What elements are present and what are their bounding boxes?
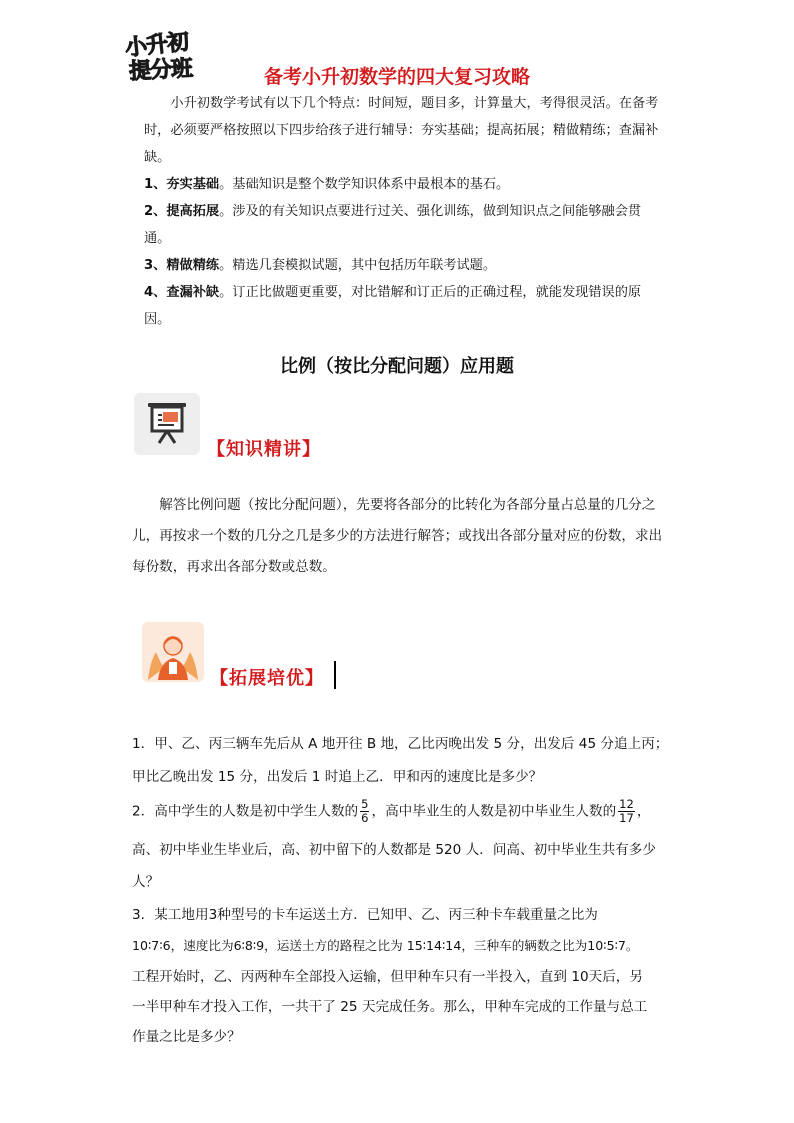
item-prefix: 4、: [144, 285, 167, 300]
fraction-numerator: 5: [361, 797, 369, 811]
problem-2-line-2: 高、初中毕业生毕业后，高、初中留下的人数都是 520 人．问高、初中毕业生共有多少: [132, 842, 656, 858]
intro-item-4: [144, 279, 664, 333]
item-head: 精做精练: [166, 258, 220, 273]
problem-2-line-1: [132, 798, 650, 825]
intro-paragraph-text: 小升初数学考试有以下几个特点：时间短，题目多，计算量大，考得很灵活。在备考时，必须要严格按照以下四步给孩子进行辅导：夯实基础；提高拓展；精做精练；查漏补缺。: [144, 96, 659, 165]
problem-2-text-a: 2．高中学生的人数是初中学生人数的: [132, 803, 359, 820]
item-prefix: 1、: [144, 177, 167, 192]
intro-section: [144, 90, 664, 333]
fraction-12-17: [618, 798, 635, 825]
knowledge-section: [132, 490, 672, 583]
problem-3-line-3: 工程开始时，乙、丙两种车全部投入运输，但甲种车只有一半投入，直到 10天后，另: [132, 969, 643, 985]
problem-2-line-3: 人？: [132, 874, 160, 890]
logo-line2: 提分班: [128, 56, 193, 85]
item-prefix: 3、: [144, 258, 167, 273]
fraction-numerator: 12: [619, 797, 634, 811]
page-title: 备考小升初数学的四大复习攻略: [263, 66, 530, 88]
intro-item-1: [144, 171, 664, 198]
item-text: 。订正比做题更重要，对比错解和订正后的正确过程，就能发现错误的原因。: [144, 285, 642, 327]
item-head: 查漏补缺: [166, 285, 220, 300]
problem-1-line-1: 1．甲、乙、丙三辆车先后从 A 地开往 B 地，乙比丙晚出发 5 分，出发后 45 分追上丙；: [132, 736, 669, 752]
knowledge-badge: 【知识精讲】: [207, 439, 321, 460]
item-text: 。精选几套模拟试题，其中包括历年联考试题。: [219, 258, 497, 273]
intro-paragraph: [144, 90, 664, 171]
item-text: 。基础知识是整个数学知识体系中最根本的基石。: [219, 177, 510, 192]
teacher-figure-icon: [142, 622, 204, 682]
section-title: 比例（按比分配问题）应用题: [280, 356, 514, 377]
item-text: 。涉及的有关知识点要进行过关、强化训练，做到知识点之间能够融会贯通。: [144, 204, 642, 246]
fraction-denominator: 6: [361, 811, 369, 825]
problem-3-line-2: 10∶7∶6，速度比为6∶8∶9，运送土方的路程之比为 15∶14∶14，三种车的辆数之比为10∶5∶7。: [132, 938, 639, 953]
knowledge-text: 解答比例问题（按比分配问题），先要将各部分的比转化为各部分量占总量的几分之儿，再按求一个数的几分之几是多少的方法进行解答；或找出各部分量对应的份数，求出每份数，再求出各部分数或总数。: [132, 497, 663, 575]
expand-badge: 【拓展培优】: [210, 668, 324, 689]
intro-item-3: [144, 252, 664, 279]
item-prefix: 2、: [144, 204, 167, 219]
problem-3-line-5: 作量之比是多少？: [132, 1029, 241, 1045]
problem-2-text-b: ，高中毕业生的人数是初中毕业生人数的: [371, 803, 617, 820]
problem-3-line-4: 一半甲种车才投入工作，一共干了 25 天完成任务。那么，甲种车完成的工作量与总工: [132, 999, 648, 1015]
item-head: 提高拓展: [166, 204, 220, 219]
text-cursor: [334, 661, 336, 689]
item-head: 夯实基础: [166, 177, 220, 192]
fraction-denominator: 17: [619, 811, 634, 825]
fraction-5-6: [360, 798, 369, 825]
problem-3-line-1: 3．某工地用3种型号的卡车运送土方．已知甲、乙、丙三种卡车载重量之比为: [132, 907, 598, 923]
logo-line1: 小升初: [124, 29, 190, 62]
problem-1-line-2: 甲比乙晚出发 15 分，出发后 1 时追上乙．甲和丙的速度比是多少？: [132, 769, 543, 785]
intro-item-2: [144, 198, 664, 252]
problem-2-text-c: ，: [636, 803, 651, 820]
presentation-board-icon: [134, 393, 200, 455]
